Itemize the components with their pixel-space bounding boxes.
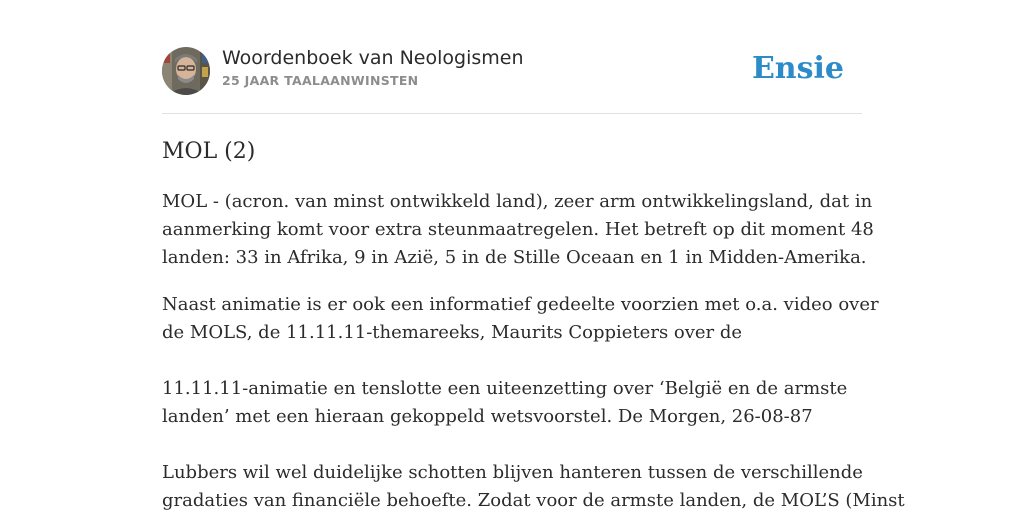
quote-line: Naast animatie is er ook een informatief gedeelte voorzien met o.a. video over bbox=[162, 294, 879, 315]
quote-paragraph-2 bbox=[162, 375, 862, 431]
header-text bbox=[222, 46, 524, 88]
header bbox=[162, 46, 862, 96]
definition-line: aanmerking komt voor extra steunmaatregelen. Het betreft op dit moment 48 bbox=[162, 219, 874, 240]
quote-paragraph-1 bbox=[162, 291, 879, 347]
entry-content bbox=[162, 136, 905, 512]
entry-title: MOL (2) bbox=[162, 139, 256, 164]
avatar-portrait-icon bbox=[162, 47, 210, 95]
site-title[interactable]: Woordenboek van Neologismen bbox=[222, 47, 524, 69]
header-divider bbox=[162, 113, 862, 114]
quote-line: gradaties van financiële behoefte. Zodat voor de armste landen, de MOL’S (Minst bbox=[162, 490, 905, 511]
brand-logo[interactable]: Ensie bbox=[751, 51, 844, 86]
entry-definition bbox=[162, 188, 874, 272]
quote-line: de MOLS, de 11.11.11-themareeks, Maurits Coppieters over de bbox=[162, 322, 743, 343]
quote-line: Lubbers wil wel duidelijke schotten blijven hanteren tussen de verschillende bbox=[162, 462, 863, 483]
quote-line: 11.11.11-animatie en tenslotte een uiteenzetting over ‘België en de armste bbox=[162, 378, 848, 399]
quote-line: landen’ met een hieraan gekoppeld wetsvoorstel. De Morgen, 26-08-87 bbox=[162, 406, 813, 427]
site-subtitle: 25 JAAR TAALAANWINSTEN bbox=[222, 73, 419, 88]
quote-paragraph-3 bbox=[162, 459, 905, 512]
definition-line: landen: 33 in Afrika, 9 in Azië, 5 in de Stille Oceaan en 1 in Midden-Amerika. bbox=[162, 247, 867, 268]
definition-line: MOL - (acron. van minst ontwikkeld land), zeer arm ontwikkelingsland, dat in bbox=[162, 191, 873, 212]
avatar[interactable] bbox=[162, 47, 210, 95]
